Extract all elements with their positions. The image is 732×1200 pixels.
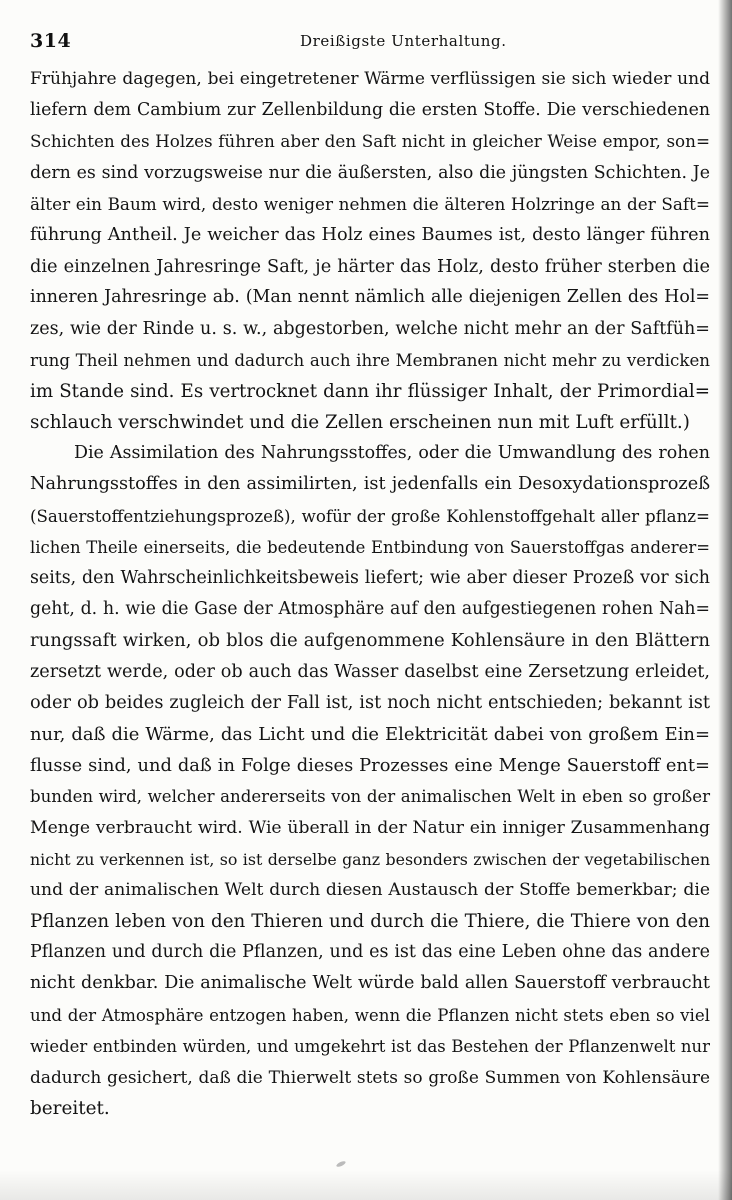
gutter-shadow [718, 0, 732, 1200]
text-line: rungssaft wirken, ob blos die aufgenommene Kohlensäure in den Blättern [30, 630, 710, 652]
text-line: (Sauerstoffentziehungsprozeß), wofür der große Kohlenstoffgehalt aller pflanz= [30, 506, 710, 526]
text-line: nur, daß die Wärme, das Licht und die Elektricität dabei von großem Ein= [30, 723, 710, 745]
bottom-shadow [0, 1170, 732, 1200]
running-head [30, 30, 710, 56]
body-text [30, 64, 710, 1124]
paragraph-1 [30, 64, 710, 438]
text-line: zes, wie der Rinde u. s. w., abgestorben, welche nicht mehr an der Saftfüh= [30, 318, 710, 339]
text-line: zersetzt werde, oder ob auch das Wasser daselbst eine Zersetzung erleidet, [30, 661, 710, 682]
text-line: flusse sind, und daß in Folge dieses Prozesses eine Menge Sauerstoff ent= [30, 755, 710, 777]
text-line: dadurch gesichert, daß die Thierwelt stets so große Summen von Kohlensäure [30, 1067, 710, 1087]
text-line: und der Atmosphäre entzogen haben, wenn die Pflanzen nicht stets eben so viel [30, 1005, 710, 1025]
text-line: bunden wird, welcher andererseits von der animalischen Welt in eben so großer [30, 787, 710, 807]
text-line: Nahrungsstoffes in den assimilirten, ist jedenfalls ein Desoxydationsprozeß [30, 474, 710, 495]
text-line: Menge verbraucht wird. Wie überall in der Natur ein inniger Zusammenhang [30, 817, 710, 838]
running-title: Dreißigste Unterhaltung. [300, 32, 507, 50]
text-line: im Stande sind. Es vertrocknet dann ihr flüssiger Inhalt, der Primordial= [30, 380, 710, 402]
paragraph-2 [30, 438, 710, 1124]
text-line: Pflanzen leben von den Thieren und durch die Thiere, die Thiere von den [30, 911, 710, 933]
text-line: geht, d. h. wie die Gase der Atmosphäre auf den aufgestiegenen rohen Nah= [30, 599, 710, 620]
text-line: Die Assimilation des Nahrungsstoffes, oder die Umwandlung des rohen [74, 443, 710, 464]
text-line: die einzelnen Jahresringe Saft, je härter das Holz, desto früher sterben die [30, 256, 710, 278]
text-line: führung Antheil. Je weicher das Holz eines Baumes ist, desto länger führen [30, 224, 710, 245]
text-line: oder ob beides zugleich der Fall ist, ist noch nicht entschieden; bekannt ist [30, 692, 710, 713]
text-line: älter ein Baum wird, desto weniger nehmen die älteren Holzringe an der Saft= [30, 193, 710, 214]
text-line: bereitet. [30, 1098, 110, 1120]
text-line: nicht zu verkennen ist, so ist derselbe ganz besonders zwischen der vegetabilischen [30, 849, 710, 869]
ink-smudge [336, 1160, 347, 1168]
page-number: 314 [30, 30, 72, 52]
text-line: inneren Jahresringe ab. (Man nennt nämlich alle diejenigen Zellen des Hol= [30, 287, 710, 308]
text-line: nicht denkbar. Die animalische Welt würde bald allen Sauerstoff verbraucht [30, 973, 710, 994]
text-line: Schichten des Holzes führen aber den Saft nicht in gleicher Weise empor, son= [30, 131, 710, 152]
text-line: Frühjahre dagegen, bei eingetretener Wärme verflüssigen sie sich wieder und [30, 69, 710, 89]
text-line: seits, den Wahrscheinlichkeitsbeweis liefert; wie aber dieser Prozeß vor sich [30, 568, 710, 588]
text-line: wieder entbinden würden, und umgekehrt ist das Bestehen der Pflanzenwelt nur [30, 1036, 710, 1056]
text-line: schlauch verschwindet und die Zellen erscheinen nun mit Luft erfüllt.) [30, 412, 690, 434]
text-line: dern es sind vorzugsweise nur die äußersten, also die jüngsten Schichten. Je [30, 162, 710, 183]
text-line: liefern dem Cambium zur Zellenbildung die ersten Stoffe. Die verschiedenen [30, 100, 710, 121]
text-line: Pflanzen und durch die Pflanzen, und es ist das eine Leben ohne das andere [30, 942, 710, 963]
text-line: lichen Theile einerseits, die bedeutende Entbindung von Sauerstoffgas anderer= [30, 537, 710, 557]
text-line: und der animalischen Welt durch diesen Austausch der Stoffe bemerkbar; die [30, 879, 710, 900]
text-line: rung Theil nehmen und dadurch auch ihre Membranen nicht mehr zu verdicken [30, 350, 710, 370]
